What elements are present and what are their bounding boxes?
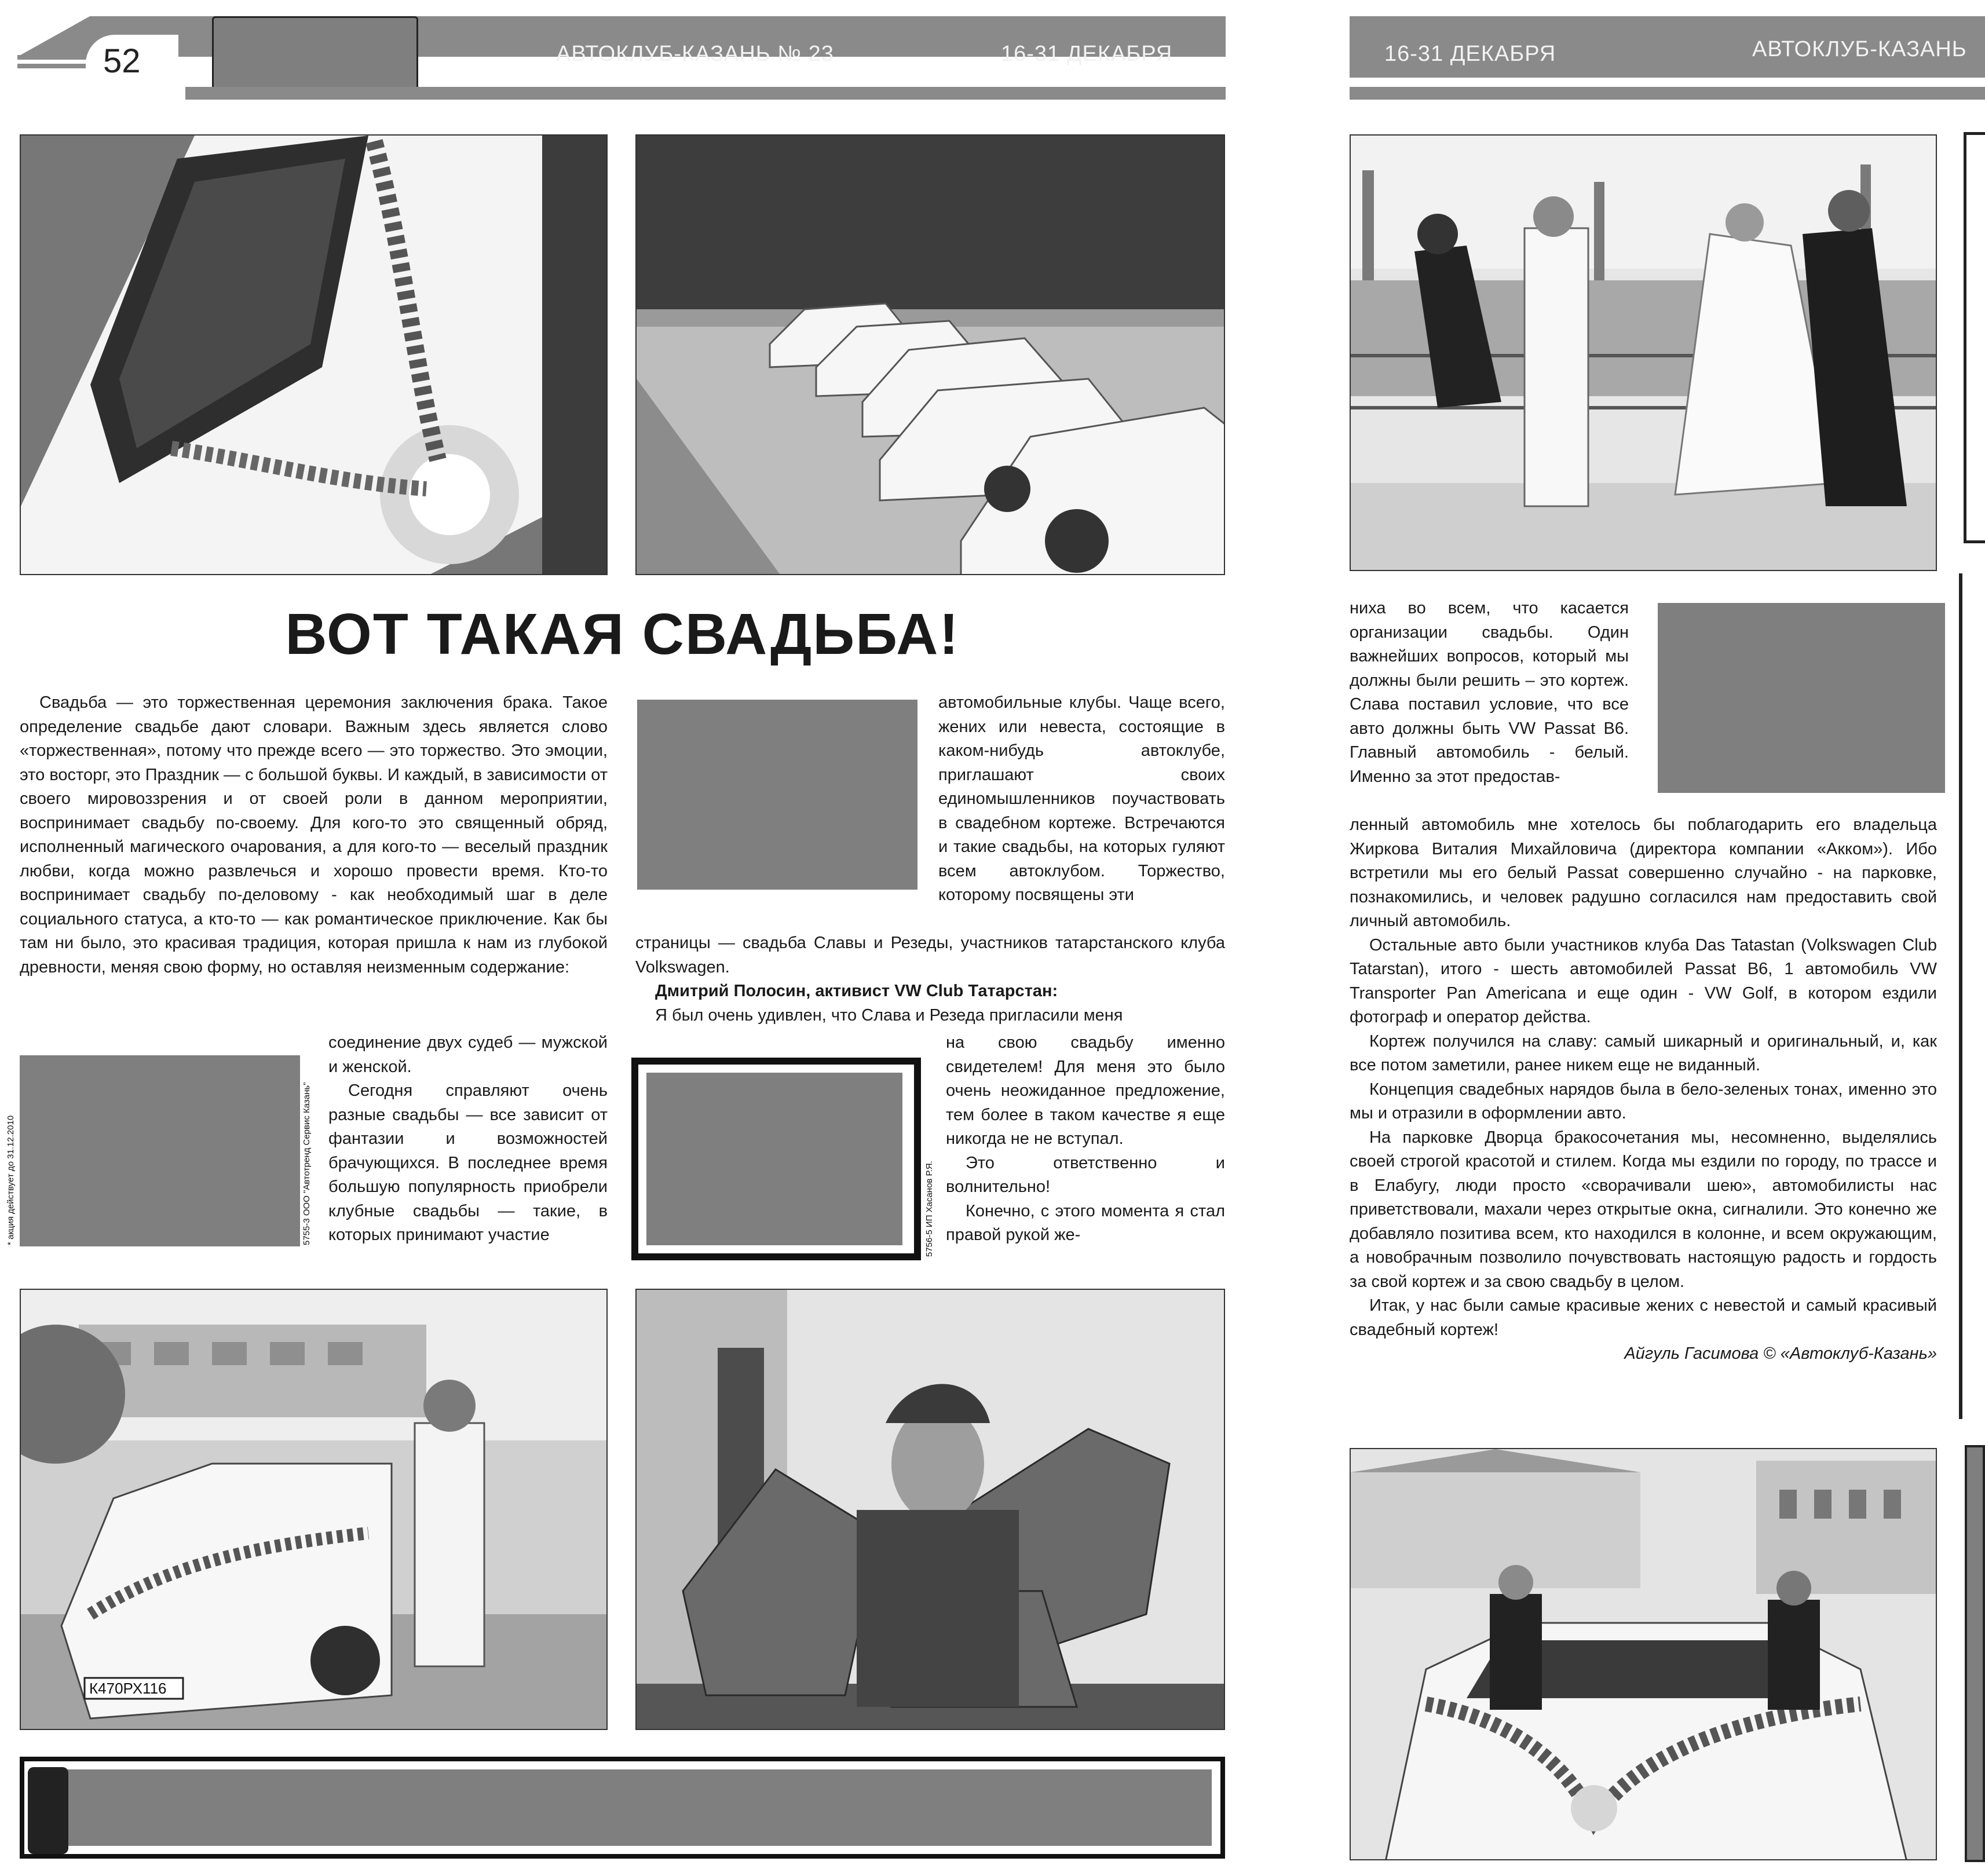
photo-image [1351,136,1937,571]
redacted-ad-2 [637,700,917,890]
article-col2-top [938,691,1225,908]
banner-logo-letter [28,1767,68,1854]
edge-ad-redacted [1965,1445,1985,1862]
paragraph: ленный автомобиль мне хотелось бы поблагодарить его владельца Жиркова Виталия Михайловича (директора компании «Акком»). Ибо встретили мы его белый Passat совершенно случайно - на парковке, познакомились, и человек радушно согласился нам предоставить свой личный автомобиль. [1350,816,1937,930]
redacted-logo [212,16,418,94]
edge-rule [1959,573,1962,1419]
paragraph: Я был очень удивлен, что Слава и Резеда пригласили меня [655,1005,1123,1025]
photo-parked-cars [635,134,1225,575]
paragraph: На парковке Дворца бракосочетания мы, несомненно, выделялись своей строгой красотой и стилем. Когда мы ездили по городу, по трассе и в Елабугу, люди просто «сворачивали шею», автомобилисты нас приветствовали, махали через открытые окна, сигналили. Это конечно же добавляло позитива всем, кто находился в колонне, и всем окружающим, а новобрачным позволило почувствовать настоящую радость и гордость за свой кортеж и за свою свадьбу в целом. [1350,1128,1937,1291]
article-right-top [1350,597,1629,789]
photo-wedding-group [1350,134,1937,571]
header-date: 16-31 ДЕКАБРЯ [1001,42,1173,66]
paragraph: автомобильные клубы. Чаще всего, жених или невеста, состоящие в каком-нибудь автоклубе, приглашают своих единомышленников поучаствовать в свадебном кортеже. Встречаются и такие свадьбы, на которых гуляют всем автоклубом. Торжество, которому посвящены эти [938,693,1225,904]
header-stripe [17,64,87,68]
photo-groom-car [20,1289,608,1730]
header-underline [185,87,1226,100]
article-col1-top [20,691,608,979]
photo-image [637,136,1225,575]
ad-credit: 5756-5 ИП Хасанов Р.Я. [924,1161,934,1257]
paragraph: Свадьба — это торжественная церемония заключения брака. Такое определение свадьбе дают словари. Важным здесь является слово «торжественная», потому что прежде всего — это торжество. Это эмоции, это восторг, это Праздник — с большой буквы. И каждый, в зависимости от своего мировоззрения и от своей роли в данном мероприятии, воспринимает свадьбу по-своему. Для кого-то это священный обряд, исполненный магического очарования, а для кого-то — веселый праздник любви, когда можно развлечься и хорошо провести время. Кто-то воспринимает свадьбу по-деловому - как необходимый шаг в деле социального статуса, а кто-то — как романтическое приключение. Как бы там ни было, это красивая традиция, которая пришла к нам из глубокой древности, меняя свою форму, но оставляя неизменным содержание: [20,693,608,977]
photo-group-car [1350,1448,1937,1860]
ad-disclaimer: * акция действует до 31.12.2010 [6,1115,16,1245]
redacted-banner [53,1769,1212,1846]
page-number: 52 [103,42,141,80]
article-col2-bottom [946,1031,1225,1248]
header-title: АВТОКЛУБ-КАЗАНЬ № 23 [556,42,834,66]
redacted-ad-1 [20,1055,300,1246]
header-date: 16-31 ДЕКАБРЯ [1384,42,1556,66]
article-col1-bottom [328,1031,608,1248]
ad-credit: 5755-3 ООО "Автотренд Сервис Казань" [302,1082,312,1245]
header-underline [1350,87,1985,100]
bottom-banner [20,1757,1225,1859]
header-title: АВТОКЛУБ-КАЗАНЬ [1752,37,1967,61]
photo-car-decoration [20,134,608,575]
photo-witness-flowers [635,1289,1225,1730]
photo-image [21,136,608,575]
paragraph: Итак, у нас были самые красивые жених с невестой и самый красивый свадебный кортеж! [1350,1296,1937,1339]
paragraph: Концепция свадебных нарядов была в бело-зеленых тонах, именно это мы и отразили в оформлении авто. [1350,1080,1937,1122]
paragraph: Сегодня справляют очень разные свадьбы — все зависит от фантазии и возможностей брачующихся. В последнее время большую популярность приобрели клубные свадьбы — такие, в которых принимают участие [328,1081,608,1244]
redacted-ad-3 [646,1073,902,1245]
edge-ad-frame [1964,132,1985,543]
ad-frame [631,1058,921,1260]
article-col2-mid [635,931,1225,1027]
paragraph: на свою свадьбу именно свидетелем! Для меня это было очень неожиданное предложение, тем более в таком качестве я еще никогда не не вступал. [946,1033,1225,1148]
paragraph: страницы — свадьба Славы и Резеды, участников татарстанского клуба Volkswagen. [635,934,1225,977]
paragraph: Кортеж получился на славу: самый шикарный и оригинальный, и, как все потом заметили, ранее никем еще не виданный. [1350,1032,1937,1074]
paragraph: Это ответственно и волнительно! [946,1153,1225,1196]
license-plate: К470РХ116 [89,1680,167,1697]
quote-author: Дмитрий Полосин, активист VW Club Татарстан: [655,982,1058,1000]
paragraph: Конечно, с этого момента я стал правой рукой же- [946,1201,1225,1244]
photo-image [21,1290,608,1730]
redacted-ad-4 [1658,603,1945,793]
article-right-body [1350,813,1937,1366]
paragraph: соединение двух судеб — мужской и женской. [328,1033,608,1076]
paragraph: ниха во всем, что касается организации свадьбы. Один важнейших вопросов, который мы должны были решить – это кортеж. Слава поставил условие, что все авто должны быть VW Passat B6. Главный автомобиль - белый. Именно за этот предостав- [1350,599,1629,786]
headline: ВОТ ТАКАЯ СВАДЬБА! [285,602,960,667]
paragraph: Остальные авто были участников клуба Das Tatastan (Volkswagen Club Tatarstan), итого - шесть автомобилей Passat B6, 1 автомобиль VW Transporter Pan Americana и еще один - VW Golf, в котором ездили фотограф и оператор действа. [1350,935,1937,1026]
photo-image [1351,1449,1937,1860]
author-signature: Айгуль Гасимова © «Автоклуб-Казань» [1624,1344,1937,1363]
photo-image [637,1290,1225,1730]
